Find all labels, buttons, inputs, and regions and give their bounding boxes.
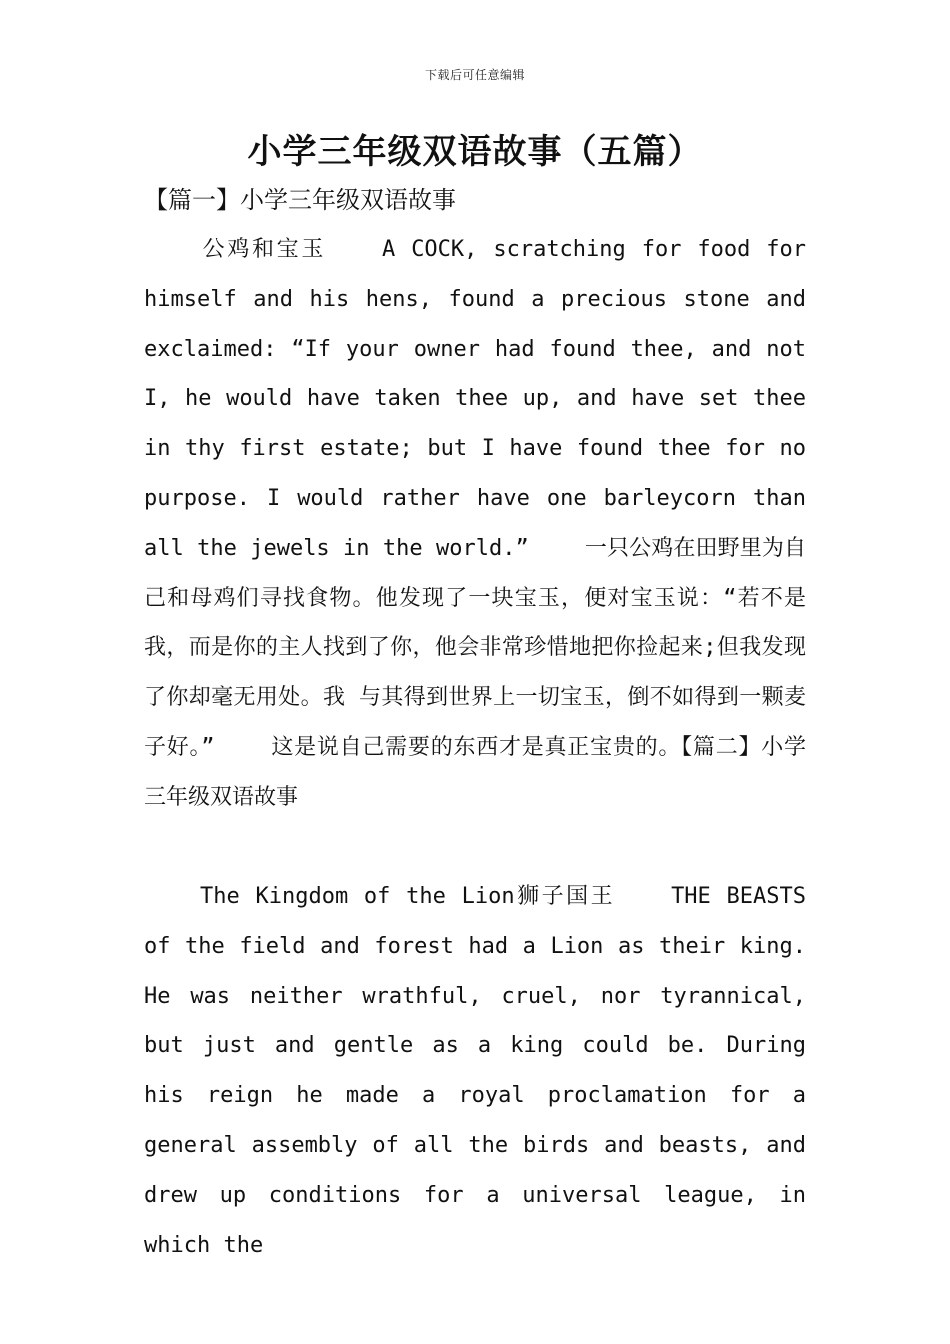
story-1-title: 公鸡和宝玉 bbox=[200, 237, 327, 262]
story-1-paragraph bbox=[144, 225, 806, 823]
header-note: 下载后可任意编辑 bbox=[424, 68, 525, 82]
story-1-moral: 这是说自己需要的东西才是真正宝贵的。 bbox=[270, 734, 682, 760]
story-2-paragraph bbox=[144, 872, 806, 1270]
story-2-english: THE BEASTS of the field and forest had a Lion as their king. He was neither wrathful, cruel, nor tyrannical, but just and gentle as a king could be. During his reign he made a royal proclamation for a general assembly of all the birds and beasts, and drew up conditions for a universal league, in which the bbox=[144, 884, 807, 1258]
section-heading-2: 【篇二】小学三年级双语故事 bbox=[144, 734, 806, 810]
story-1-chinese: 一只公鸡在田野里为自己和母鸡们寻找食物。他发现了一块宝玉，便对宝玉说：“若不是我，而是你的主人找到了你，他会非常珍惜地把你捡起来;但我发现了你却毫无用处。我 与其得到世界上一切宝玉，倒不如得到一颗麦子好。” bbox=[144, 535, 806, 760]
section-heading-1: 【篇一】小学三年级双语故事 bbox=[144, 186, 456, 214]
story-1-english: A COCK, scratching for food for himself and his hens, found a precious stone and exclaimed: “If your owner had found thee, and not I, he would have taken thee up, and have set thee in thy first estate; but I have found thee for no purpose. I would rather have one barleycorn than all the jewels in the world.” bbox=[144, 237, 806, 561]
story-2-title-en: The Kingdom of the Lion bbox=[200, 884, 515, 909]
story-2-title-cn: 狮子国王 bbox=[514, 884, 616, 909]
page-title: 小学三年级双语故事（五篇） bbox=[247, 132, 703, 172]
